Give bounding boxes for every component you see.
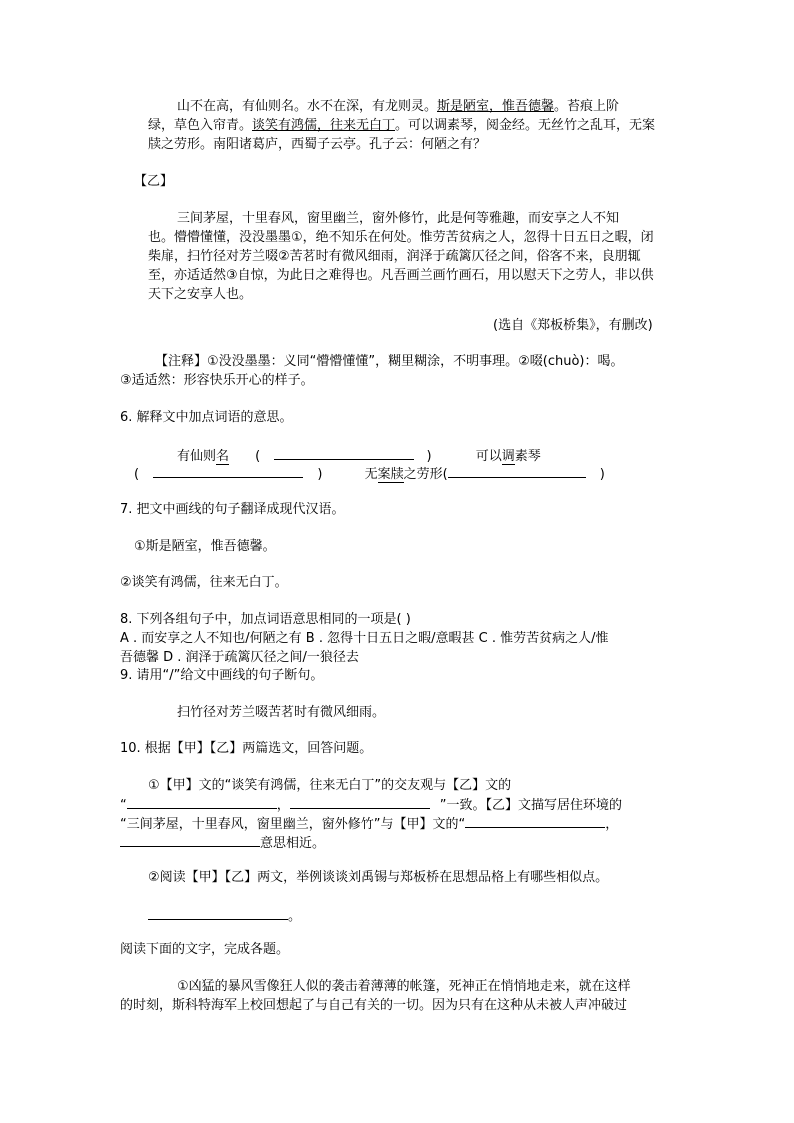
jia-line-2: 绿，草色入帘青。谈笑有鸿儒，往来无白丁。可以调素琴，阅金经。无丝竹之乱耳，无案 [148,118,656,133]
q9-title: 9. 请用“/”给文中画线的句子断句。 [120,668,324,683]
yi-line-4: 至，亦适适然③自惊，为此日之难得也。凡吾画兰画竹画石，用以慰天下之劳人，非以供 [148,268,654,283]
q6-title: 6. 解释文中加点词语的意思。 [120,410,293,425]
yi-line-5: 天下之安享人也。 [148,287,253,302]
q6-row-2: ( ) 无案牍之劳形( ) [134,463,605,485]
q9-sentence: 扫竹径对芳兰啜苦茗时有微风细雨。 [177,705,386,720]
q6-answer-blank-1[interactable] [274,445,414,460]
reading-paragraph-line-2: 的时刻，斯科特海军上校回想起了与自己有关的一切。因为只有在这种从未被人声冲破过 [120,998,628,1013]
dotted-word-tiao: 调 [501,449,515,464]
annotation-line-2: ③适适然：形容快乐开心的样子。 [120,373,314,388]
q10-line-3: “三间茅屋，十里春风，窗里幽兰，窗外修竹”与【甲】文的“ ， [120,813,618,835]
q10-answer-blank-1[interactable] [127,794,277,809]
q6-answer-blank-3[interactable] [448,463,586,478]
q10-line-2: “ ， ”一致。【乙】文描写居住环境的 [120,794,622,816]
yi-line-2: 也。懵懵懂懂，没没墨墨①，绝不知乐在何处。惟劳苦贫病之人，忽得十日五日之暇，闭 [148,230,654,245]
yi-line-1: 三间茅屋，十里春风，窗里幽兰，窗外修竹，此是何等雅趣，而安享之人不知 [177,211,620,226]
q10-answer-blank-3[interactable] [465,813,605,828]
q10-line-5: ②阅读【甲】【乙】两文，举例谈谈刘禹锡与郑板桥在思想品格上有哪些相似点。 [148,870,609,885]
q7-sentence-2: ②谈笑有鸿儒，往来无白丁。 [120,575,288,590]
jia-line-1: 山不在高，有仙则名。水不在深，有龙则灵。斯是陋室，惟吾德馨。苔痕上阶 [177,99,620,114]
q6-row-1: 有仙则名 ( ) 可以调素琴 [177,445,541,467]
dotted-word-andu: 案牍 [377,467,404,482]
yi-line-3: 柴扉，扫竹径对芳兰啜②苦茗时有微风细雨，润泽于疏篱仄径之间，俗客不来，良朋辄 [148,249,641,264]
q8-title: 8. 下列各组句子中，加点词语意思相同的一项是( ) [120,612,411,627]
reading-intro: 阅读下面的文字，完成各题。 [120,942,290,957]
yi-label: 【乙】 [134,174,174,189]
q7-title: 7. 把文中画线的句子翻译成现代汉语。 [120,502,345,517]
q8-options-2: 吾德馨 D . 润泽于疏篱仄径之间/一狼径去 [120,650,359,665]
q10-line-6: 。 [148,905,301,927]
underlined-sentence-1: 斯是陋室，惟吾德馨 [437,99,555,114]
jia-line-3: 牍之劳形。南阳诸葛庐，西蜀子云亭。孔子云：何陋之有？ [148,137,487,152]
source-citation: (选自《郑板桥集》，有删改) [493,318,653,333]
q10-line-1: ①【甲】文的“谈笑有鸿儒，往来无白丁”的交友观与【乙】文的 [148,778,512,793]
q6-answer-blank-2[interactable] [153,463,303,478]
q7-sentence-1: ①斯是陋室，惟吾德馨。 [134,539,276,554]
q10-answer-blank-5[interactable] [148,905,288,920]
dotted-word-ming: 名 [216,449,230,464]
q10-answer-blank-2[interactable] [290,794,430,809]
q10-title: 10. 根据【甲】【乙】两篇选文，回答问题。 [120,741,373,756]
q8-options-1: A . 而安享之人不知也/何陋之有 B . 忽得十日五日之暇/意暇甚 C . 惟劳苦贫病之人/惟 [120,631,609,646]
reading-paragraph-line-1: ①凶猛的暴风雪像狂人似的袭击着薄薄的帐篷，死神正在悄悄地走来，就在这样 [177,979,631,994]
q10-answer-blank-4[interactable] [120,832,260,847]
annotation-line-1: 【注释】①没没墨墨：义同“懵懵懂懂”，糊里糊涂，不明事理。②啜(chuò)：喝。 [155,354,624,369]
underlined-sentence-2: 谈笑有鸿儒，往来无白丁 [252,118,396,133]
q10-line-4: 意思相近。 [120,832,325,854]
